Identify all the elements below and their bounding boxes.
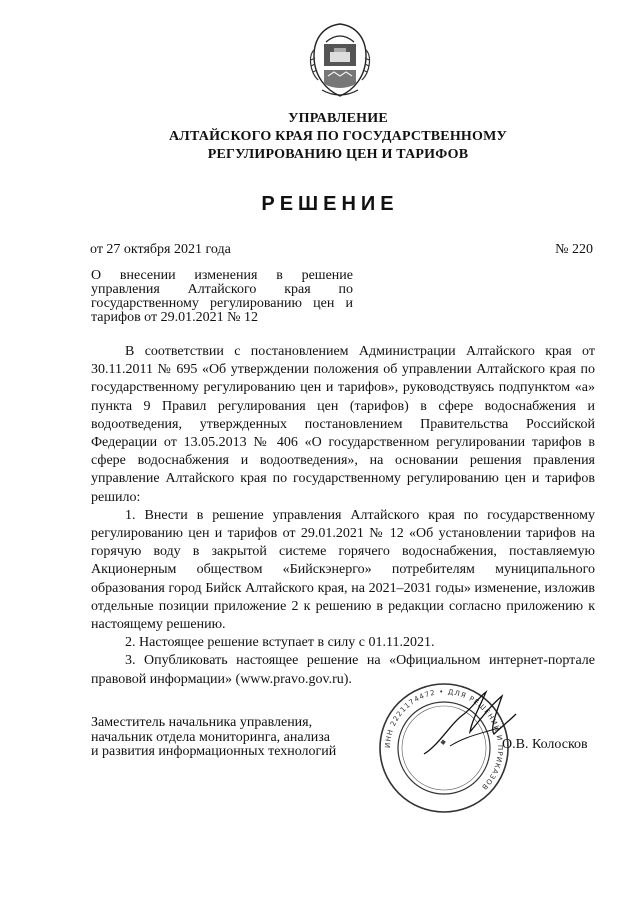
item-2-paragraph: 2. Настоящее решение вступает в силу с 01.11.2021. — [125, 635, 435, 651]
preamble-paragraph: В соответствии с постановлением Администрации Алтайского края от 30.11.2011 № 695 «Об утверждении положения об управлении Алтайского края по государственному регулированию цен и тарифов», руководствуясь подпунктом «а» пункта 9 Правил регулирования цен (тарифов) в сфере водоснабжения и водоотведения, утвержденных постановлением Правительства Российской Федерации от 13.05.2013 № 406 «О государственном регулировании тарифов в сфере водоснабжения и водоотведения», на основании решения правления управление Алтайского края по государственному регулированию цен и тарифов решило: — [91, 344, 595, 505]
org-line-3: РЕГУЛИРОВАНИЮ ЦЕН И ТАРИФОВ — [207, 147, 469, 162]
stamp-ring-text: ИНН 2221174472 • ДЛЯ РЕШЕНИЙ И ПРИКАЗОВ — [383, 687, 505, 792]
signer-position-line-2: начальник отдела мониторинга, анализа — [91, 729, 330, 745]
document-subject: О внесении изменения в решение управления Алтайского края по государственному регулированию цен и тарифов от 29.01.2021 № 12 — [91, 268, 353, 325]
document-type-title: РЕШЕНИЕ — [261, 193, 399, 215]
signer-position-line-1: Заместитель начальника управления, — [91, 715, 313, 730]
org-line-2: АЛТАЙСКОГО КРАЯ ПО ГОСУДАРСТВЕННОМУ — [169, 129, 507, 144]
document-body — [91, 343, 595, 689]
signer-position — [91, 716, 336, 760]
signer-position-line-3: и развития информационных технологий — [91, 744, 337, 759]
signer-name: О.В. Колосков — [502, 737, 588, 752]
document-date: от 27 октября 2021 года — [90, 242, 231, 257]
issuing-authority — [0, 110, 640, 164]
item-3-paragraph: 3. Опубликовать настоящее решение на «Официальном интернет-портале правовой информации» (www.pravo.gov.ru). — [91, 653, 595, 687]
coat-of-arms-emblem — [304, 20, 376, 100]
item-1-paragraph: 1. Внести в решение управления Алтайского края по государственному регулированию цен и тарифов от 29.01.2021 № 12 «Об установлении тарифов на горячую воду в закрытой системе горячего водоснабжения, поставляемую Акционерным обществом «Бийскэнерго» потребителям муниципального образования город Бийск Алтайского края, на 2021–2031 годы» изменение, изложив отдельные позиции приложение 2 к решению в редакции согласно приложению к настоящему решению. — [91, 507, 595, 633]
org-line-1: УПРАВЛЕНИЕ — [288, 111, 388, 126]
stamp-center-text: ◆ — [439, 737, 447, 747]
document-number: № 220 — [555, 242, 593, 257]
